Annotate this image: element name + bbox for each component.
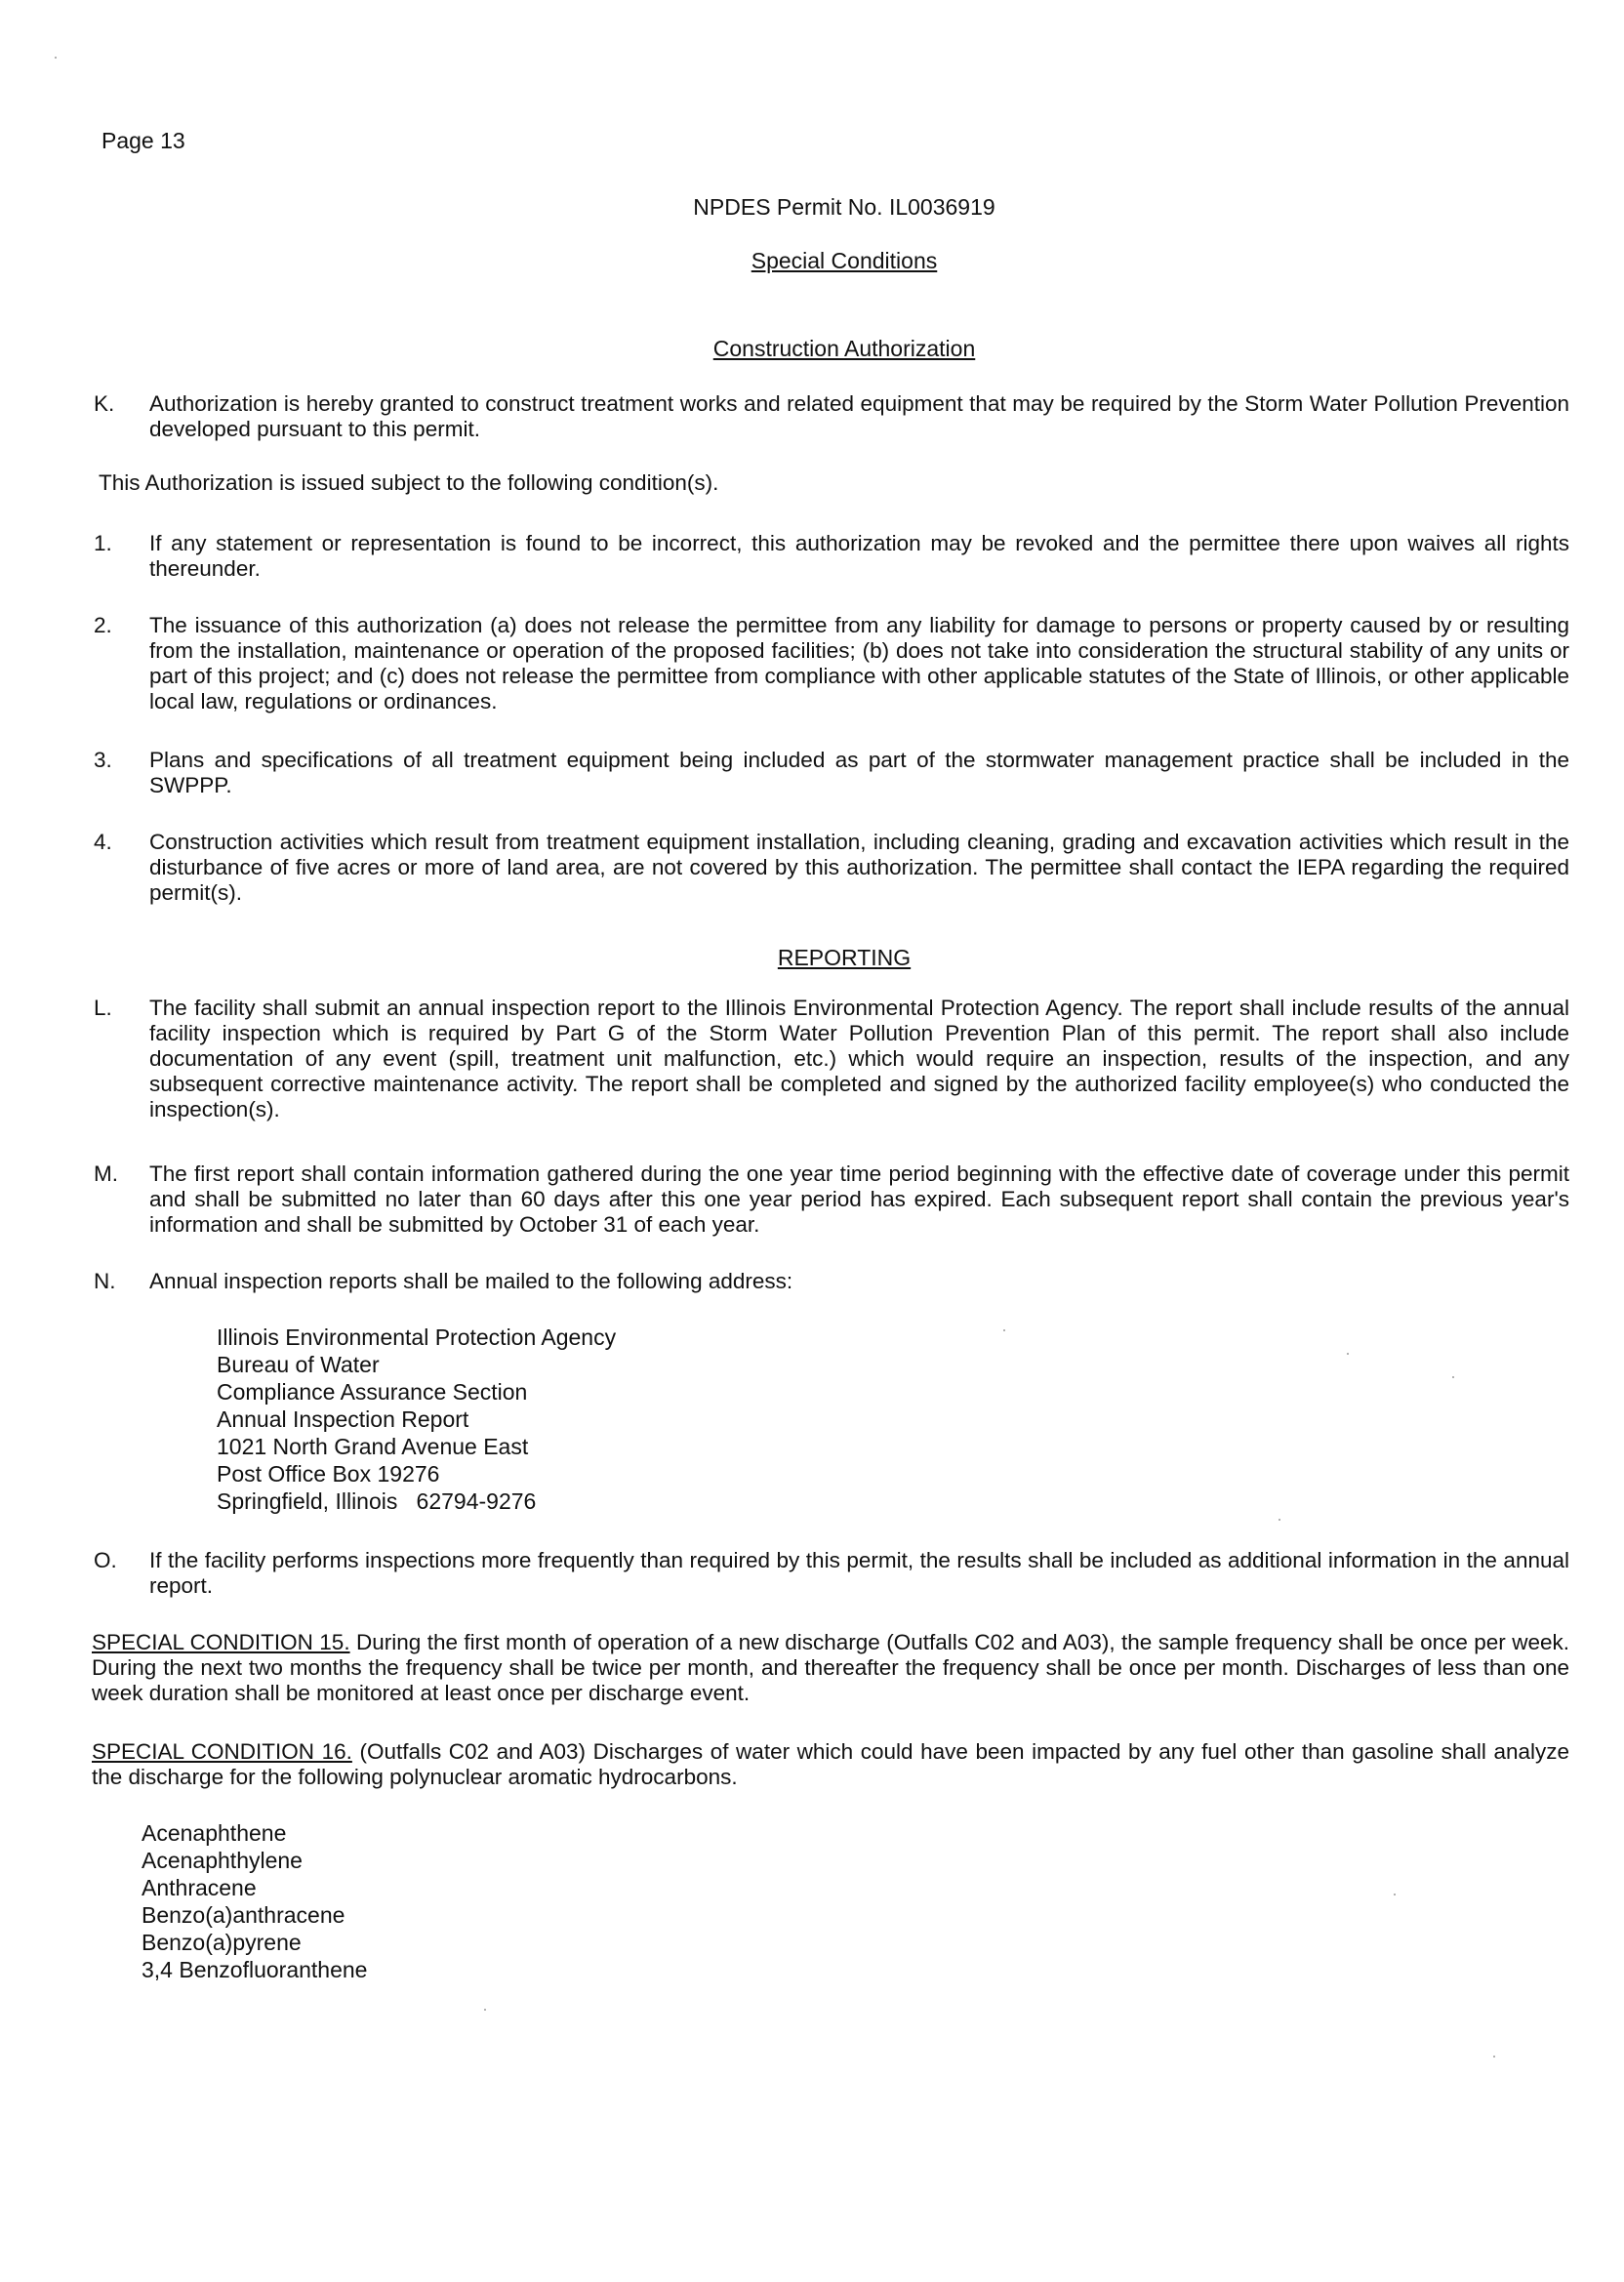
construction-authorization-heading: Construction Authorization [712, 336, 976, 361]
hydrocarbon-list [142, 1819, 367, 1983]
scan-speck [55, 57, 57, 59]
item-o [94, 1548, 1569, 1599]
reporting-heading: REPORTING [777, 945, 912, 970]
list-item: Acenaphthene [142, 1820, 287, 1846]
item-l [94, 996, 1569, 1122]
item-k [94, 391, 1569, 442]
item-m [94, 1161, 1569, 1238]
special-condition-label: SPECIAL CONDITION 15. [92, 1630, 350, 1654]
item-label: N. [94, 1269, 116, 1293]
item-label: M. [94, 1161, 118, 1186]
item-label: L. [94, 996, 112, 1020]
address-line: Annual Inspection Report [217, 1406, 469, 1432]
special-condition-text: (Outfalls C02 and A03) Discharges of water which could have been impacted by any fuel other than gasoline shall analyze the discharge for the following polynuclear aromatic hydrocarbons. [92, 1739, 1576, 1789]
condition-text: Construction activities which result from treatment equipment installation, including cleaning, grading and excavation activities which result in the disturbance of five acres or more of land area, are not covered by this authorization. The permittee shall contact the IEPA regarding the required permit(s). [149, 830, 1569, 905]
list-item: Acenaphthylene [142, 1848, 303, 1873]
scan-speck [1003, 1329, 1005, 1331]
condition-1 [94, 531, 1569, 582]
condition-label: 3. [94, 748, 112, 772]
permit-title: NPDES Permit No. IL0036919 [693, 194, 995, 220]
item-text: The facility shall submit an annual inspection report to the Illinois Environmental Protection Agency. The report shall include results of the annual facility inspection which is required by Part G of the Storm Water Pollution Prevention Plan of this permit. The report shall also include documentation of any event (spill, treatment unit malfunction, etc.) which would require an inspection, results of the inspection, and any subsequent corrective maintenance activity. The report shall be completed and signed by the authorized facility employee(s) who conducted the inspection(s). [149, 996, 1569, 1121]
scan-speck [1452, 1376, 1454, 1378]
condition-2 [94, 613, 1569, 714]
condition-3 [94, 748, 1569, 798]
special-condition-16 [92, 1739, 1576, 1790]
condition-label: 1. [94, 531, 112, 555]
item-label: K. [94, 391, 115, 416]
list-item: 3,4 Benzofluoranthene [142, 1957, 368, 1982]
condition-text: Plans and specifications of all treatment equipment being included as part of the stormwater management practice shall be included in the SWPPP. [149, 748, 1569, 797]
authorization-intro: This Authorization is issued subject to the following condition(s). [99, 470, 719, 495]
condition-text: The issuance of this authorization (a) does not release the permittee from any liability for damage to persons or property caused by or resulting from the installation, maintenance or operation of the proposed facilities; (b) does not take into consideration the structural stability of any units or part of this project; and (c) does not release the permittee from compliance with other applicable statutes of the State of Illinois, or other applicable local law, regulations or ordinances. [149, 613, 1569, 713]
item-n [94, 1269, 1569, 1294]
address-line: 1021 North Grand Avenue East [217, 1434, 529, 1459]
condition-label: 4. [94, 830, 112, 854]
condition-text: If any statement or representation is found to be incorrect, this authorization may be revoked and the permittee there upon waives all rights thereunder. [149, 531, 1569, 581]
address-line: Compliance Assurance Section [217, 1379, 528, 1405]
scan-speck [1279, 1519, 1280, 1521]
list-item: Benzo(a)anthracene [142, 1902, 345, 1928]
scan-speck [484, 2009, 486, 2011]
page-number: Page 13 [102, 128, 185, 153]
special-condition-15 [92, 1630, 1576, 1706]
scan-speck [1394, 1894, 1396, 1895]
scan-speck [1347, 1353, 1349, 1355]
item-text: Authorization is hereby granted to construct treatment works and related equipment that may be required by the Storm Water Pollution Prevention developed pursuant to this permit. [149, 391, 1569, 441]
special-conditions-heading: Special Conditions [751, 248, 938, 273]
scan-speck [1493, 2056, 1495, 2058]
item-text: If the facility performs inspections more frequently than required by this permit, the results shall be included as additional information in the annual report. [149, 1548, 1569, 1598]
list-item: Anthracene [142, 1875, 257, 1900]
list-item: Benzo(a)pyrene [142, 1930, 302, 1955]
condition-label: 2. [94, 613, 112, 637]
item-text: Annual inspection reports shall be mailed to the following address: [149, 1269, 793, 1293]
address-line: Bureau of Water [217, 1352, 380, 1377]
condition-4 [94, 830, 1569, 906]
address-line: Springfield, Illinois 62794-9276 [217, 1488, 537, 1514]
mailing-address [217, 1324, 616, 1515]
address-line: Illinois Environmental Protection Agency [217, 1324, 617, 1350]
special-condition-text: During the first month of operation of a new discharge (Outfalls C02 and A03), the sample frequency shall be once per week. During the next two months the frequency shall be twice per month, and thereafter the frequency shall be once per month. Discharges of less than one week duration shall be monitored at least once per discharge event. [92, 1630, 1576, 1705]
address-line: Post Office Box 19276 [217, 1461, 440, 1487]
special-condition-label: SPECIAL CONDITION 16. [92, 1739, 352, 1764]
item-label: O. [94, 1548, 117, 1572]
item-text: The first report shall contain information gathered during the one year time period beginning with the effective date of coverage under this permit and shall be submitted no later than 60 days after this one year period has expired. Each subsequent report shall contain the previous year's information and shall be submitted by October 31 of each year. [149, 1161, 1569, 1237]
